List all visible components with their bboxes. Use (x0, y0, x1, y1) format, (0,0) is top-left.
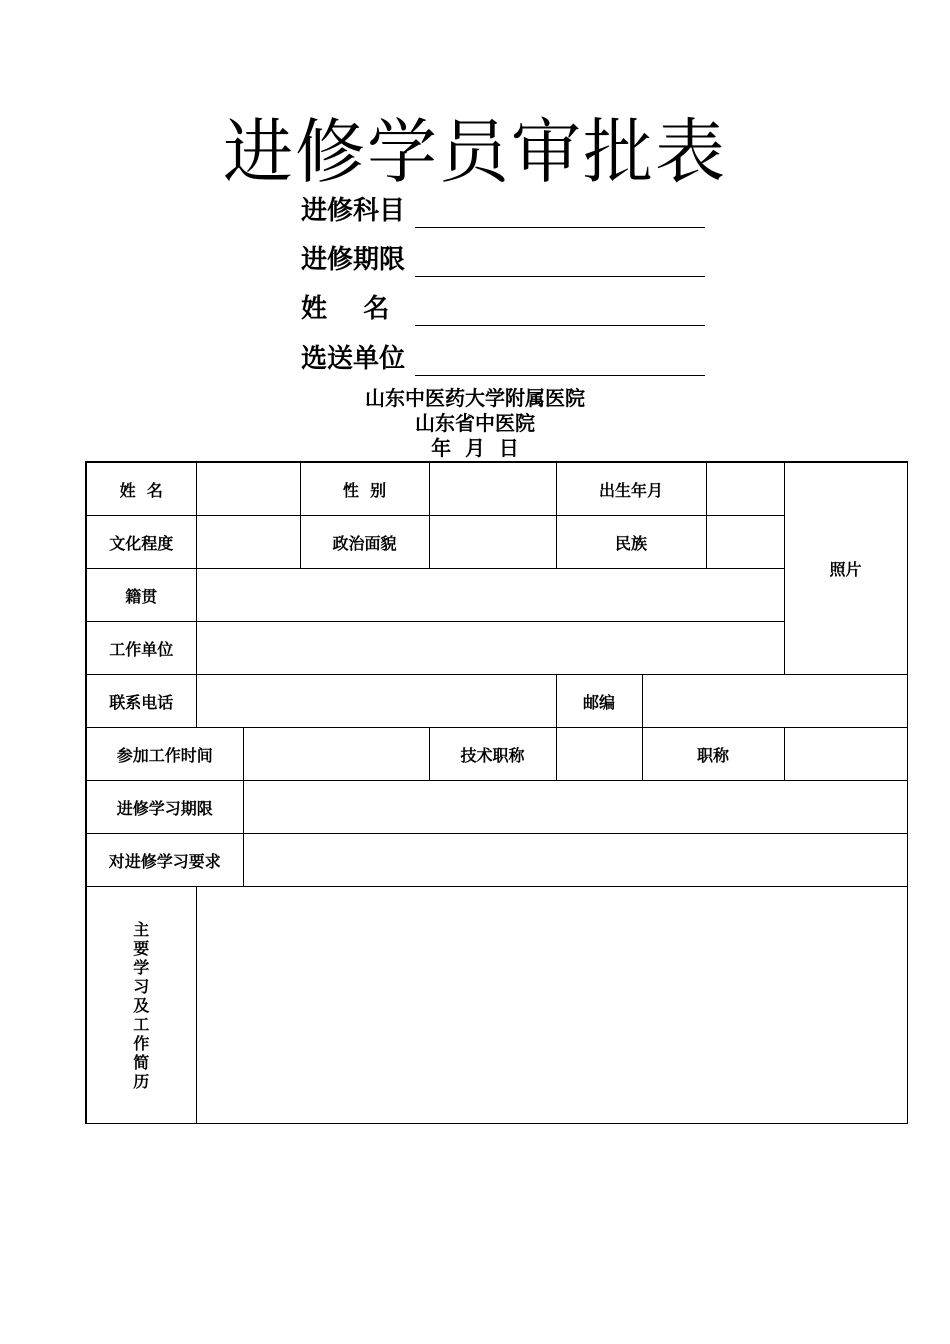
input-ethnicity[interactable] (706, 516, 784, 569)
label-education: 文化程度 (86, 516, 196, 569)
organization-subname: 山东省中医院 (415, 411, 535, 435)
input-work-start[interactable] (243, 728, 429, 781)
input-tech-title[interactable] (556, 728, 642, 781)
input-political[interactable] (429, 516, 556, 569)
field-name-line[interactable] (415, 325, 705, 326)
field-period-line[interactable] (415, 276, 705, 277)
input-postcode[interactable] (642, 675, 907, 728)
field-subject (301, 188, 705, 228)
table-row (86, 728, 907, 781)
table-row (86, 622, 907, 675)
label-gender: 性 别 (300, 462, 429, 516)
label-political: 政治面貌 (300, 516, 429, 569)
table-row (86, 834, 907, 887)
field-period (301, 237, 705, 277)
label-postcode: 邮编 (556, 675, 642, 728)
label-tech-title: 技术职称 (429, 728, 556, 781)
input-job-title[interactable] (784, 728, 907, 781)
table-row (86, 569, 907, 622)
label-name: 姓 名 (86, 462, 196, 516)
label-job-title: 职称 (642, 728, 784, 781)
input-requirements[interactable] (243, 834, 907, 887)
field-name (301, 286, 705, 326)
label-work-unit: 工作单位 (86, 622, 196, 675)
page-title: 进修学员审批表 (223, 111, 727, 193)
input-name[interactable] (196, 462, 300, 516)
field-unit-line[interactable] (415, 375, 705, 376)
application-form-table (85, 461, 908, 1124)
table-row (86, 675, 907, 728)
field-subject-line[interactable] (415, 227, 705, 228)
input-work-unit[interactable] (196, 622, 784, 675)
input-phone[interactable] (196, 675, 556, 728)
table-row (86, 516, 907, 569)
input-native-place[interactable] (196, 569, 784, 622)
label-birth: 出生年月 (556, 462, 706, 516)
label-phone: 联系电话 (86, 675, 196, 728)
form-date: 年 月 日 (431, 436, 519, 460)
label-study-period: 进修学习期限 (86, 781, 243, 834)
table-row (86, 462, 907, 516)
field-subject-label: 进修科目 (301, 196, 406, 226)
input-birth[interactable] (706, 462, 784, 516)
table-row (86, 781, 907, 834)
label-ethnicity: 民族 (556, 516, 706, 569)
input-education[interactable] (196, 516, 300, 569)
input-study-period[interactable] (243, 781, 907, 834)
field-name-label: 姓 名 (301, 294, 390, 324)
organization-name: 山东中医药大学附属医院 (365, 386, 585, 410)
input-gender[interactable] (429, 462, 556, 516)
field-period-label: 进修期限 (301, 245, 406, 275)
label-resume-text: 主要学习及工作简历 (133, 919, 150, 1091)
label-native-place: 籍贯 (86, 569, 196, 622)
label-work-start: 参加工作时间 (86, 728, 243, 781)
input-resume[interactable] (196, 887, 907, 1124)
field-unit-label: 选送单位 (301, 344, 406, 374)
label-requirements: 对进修学习要求 (86, 834, 243, 887)
table-row (86, 887, 907, 1124)
field-unit (301, 336, 705, 376)
photo-box[interactable]: 照片 (784, 462, 907, 675)
label-resume (86, 887, 196, 1124)
